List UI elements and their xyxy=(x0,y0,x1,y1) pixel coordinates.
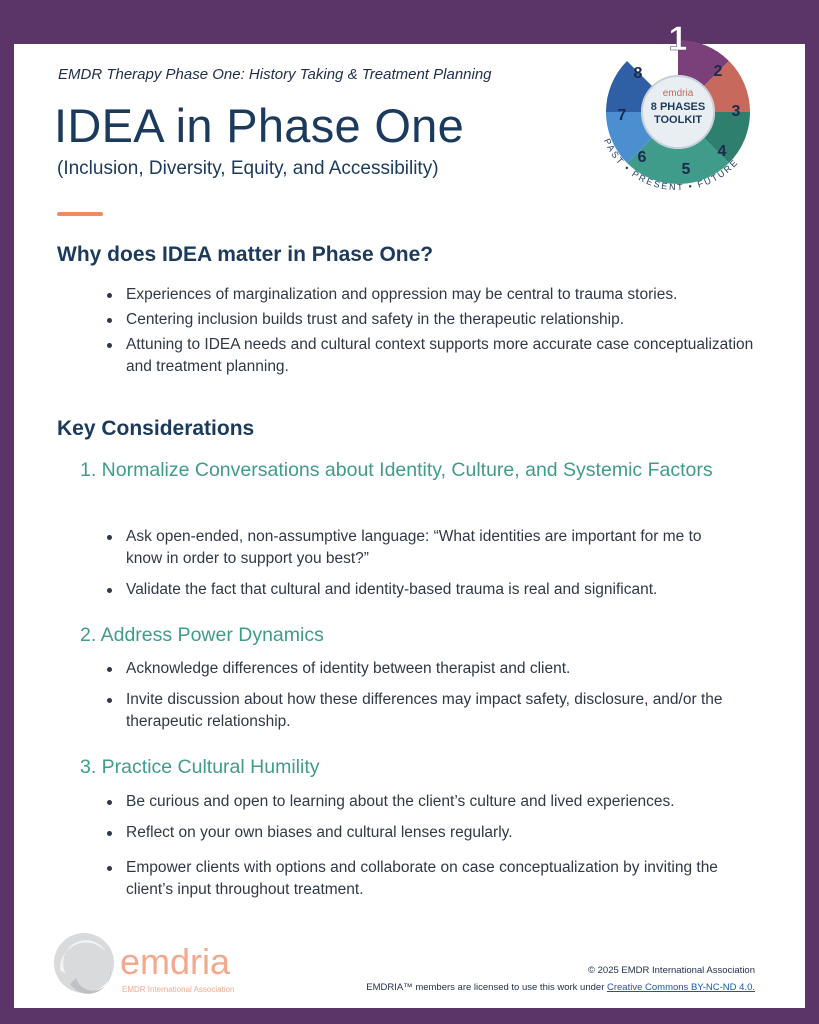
list-item: Centering inclusion builds trust and safety in the therapeutic relationship. xyxy=(104,309,754,331)
list-item: Ask open-ended, non-assumptive language: “What identities are important for me to know in order to support you best?” xyxy=(104,526,726,570)
list-item: Attuning to IDEA needs and cultural context supports more accurate case conceptualization and treatment planning. xyxy=(104,334,754,378)
badge-number-8: 8 xyxy=(633,65,643,82)
accent-rule xyxy=(57,212,103,216)
badge-line2: TOOLKIT xyxy=(653,114,703,126)
list-item: Be curious and open to learning about the client’s culture and lived experiences. xyxy=(104,791,754,813)
series-title: EMDR Therapy Phase One: History Taking & Treatment Planning xyxy=(58,66,492,83)
page-subtitle: (Inclusion, Diversity, Equity, and Accessibility) xyxy=(57,158,439,179)
list-item: Acknowledge differences of identity between therapist and client. xyxy=(104,658,754,680)
why-list xyxy=(104,284,754,378)
list-item: Reflect on your own biases and cultural lenses regularly. xyxy=(104,822,754,844)
badge-number-5: 5 xyxy=(681,161,691,178)
consideration-3-title: 3. Practice Cultural Humility xyxy=(80,756,320,778)
consideration-2-title: 2. Address Power Dynamics xyxy=(80,624,324,646)
license-line xyxy=(366,982,755,993)
badge-arc-text: PAST • PRESENT • FUTURE xyxy=(601,136,741,193)
consideration-3-list xyxy=(104,791,754,901)
badge-line1: 8 PHASES xyxy=(650,101,706,113)
list-item: Empower clients with options and collaborate on case conceptualization by inviting the client’s input throughout treatment. xyxy=(104,857,736,901)
consideration-1-title: 1. Normalize Conversations about Identity, Culture, and Systemic Factors xyxy=(80,459,713,481)
list-item: Invite discussion about how these differences may impact safety, disclosure, and/or the therapeutic relationship. xyxy=(104,689,736,733)
eight-phases-badge xyxy=(588,24,768,214)
emdria-logo xyxy=(52,930,262,1000)
section-heading-key: Key Considerations xyxy=(57,417,255,440)
page-title: IDEA in Phase One xyxy=(54,99,465,152)
copyright: © 2025 EMDR International Association xyxy=(587,965,755,976)
badge-brand: emdria xyxy=(662,88,694,99)
badge-number-1: 1 xyxy=(668,24,688,58)
license-prefix: EMDRIA™ members are licensed to use this work under xyxy=(366,982,607,993)
badge-number-7: 7 xyxy=(617,107,627,124)
list-item: Experiences of marginalization and oppression may be central to trauma stories. xyxy=(104,284,754,306)
consideration-1-list xyxy=(104,526,744,601)
consideration-2-list xyxy=(104,658,754,733)
badge-number-6: 6 xyxy=(637,149,647,166)
list-item: Validate the fact that cultural and identity-based trauma is real and significant. xyxy=(104,579,744,601)
logo-wordmark: emdria xyxy=(120,941,231,982)
license-link[interactable]: Creative Commons BY-NC-ND 4.0. xyxy=(607,982,755,993)
section-heading-why: Why does IDEA matter in Phase One? xyxy=(57,243,434,266)
badge-number-2: 2 xyxy=(713,63,723,80)
badge-number-4: 4 xyxy=(717,143,727,160)
badge-number-3: 3 xyxy=(731,103,741,120)
logo-tagline: EMDR International Association xyxy=(122,985,235,994)
